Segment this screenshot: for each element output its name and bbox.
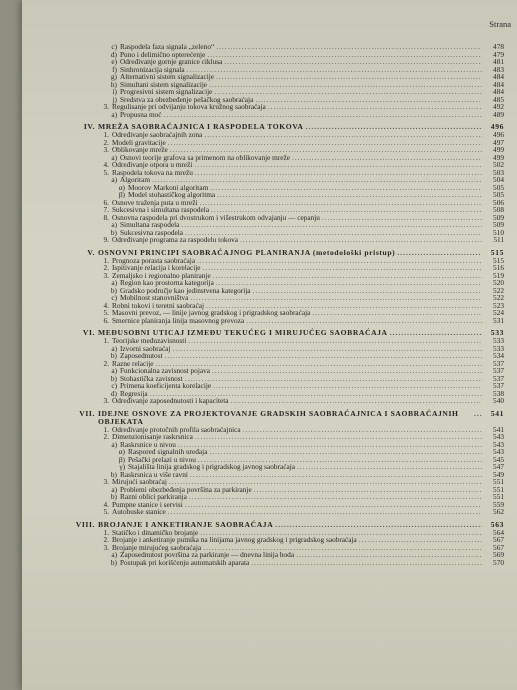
dot-leader [166,139,482,147]
toc-entry-title: BROJANJE I ANKETIRANJE SAOBRAĆAJA [98,519,274,529]
toc-entry-page: 543 [493,439,504,449]
toc-entry-page: 562 [493,507,504,516]
toc-entry-number: 3. [103,102,109,111]
toc-entry-page: 531 [493,315,504,325]
toc-entry-page: 499 [493,145,504,154]
toc-entry-title: Problemi obezbeđenja površina za parkiranje [120,484,252,494]
dot-leader [162,111,482,119]
toc-entry-title: Pešački prelazi u nivou [128,454,196,464]
toc-entry-number: i) [112,87,117,96]
page-column-heading: Strana [489,19,511,29]
dot-leader [186,337,482,345]
toc-entry-page: 492 [493,102,504,111]
toc-entry-title: Autobuske stanice [112,507,166,516]
toc-entry-number: 2. [103,535,109,544]
toc-entry-title: Simultana raspodela [120,220,180,229]
toc-entry-page: 564 [493,527,504,537]
toc-entry-page: 496 [493,130,504,139]
toc-entry-title: Sredstva za obezbeđenje pešačkog saobraćaja [120,94,254,104]
toc-entry-page: 537 [493,381,504,390]
toc-entry-number: 4. [103,300,109,310]
toc-entry-number: 2. [103,432,109,441]
toc-entry-number: 1. [103,130,109,139]
toc-entry-number: f) [112,64,117,74]
toc-entry-title: Mobilnost stanovništva [120,293,189,302]
dot-leader [241,426,482,434]
dot-leader [210,367,482,375]
dot-leader [244,317,482,325]
toc-entry [74,317,504,325]
toc-entry-number: 5. [103,167,109,177]
toc-entry-title: Masovni prevoz, — linije javnog gradskog i prigradskog saobraćaja [112,308,311,317]
toc-entry-page: 538 [493,388,504,398]
toc-entry-page: 516 [493,263,504,272]
dot-leader [215,191,482,199]
toc-entry-number: a) [111,109,117,119]
toc-entry-title: Raspodela tokova na mrežu [112,167,193,177]
book-page [22,0,517,690]
toc-entry-number: VI. [82,328,95,337]
dot-leader [187,493,482,501]
toc-entry-number: V. [87,247,95,257]
toc-entry-number: c) [111,42,117,51]
toc-entry-number: 6. [103,315,109,325]
toc-entry-page: 509 [493,220,504,229]
toc-entry-title: Određivanje gornje granice ciklusa [120,57,223,66]
toc-entry-title: Stohastička zavisnost [120,373,183,383]
toc-entry-number: d) [110,49,117,59]
toc-entry-title: Gradsko područje kao jedinstvena kategorija [120,285,251,295]
toc-entry [74,559,504,567]
dot-leader [294,551,482,559]
toc-entry-page: 510 [493,227,504,237]
toc-entry-number: g) [110,72,117,81]
toc-entry-number: e) [111,57,117,66]
toc-entry-page: 523 [493,300,504,310]
dot-leader [249,559,482,567]
dot-leader [198,199,483,207]
dot-leader [472,410,482,418]
toc-entry-page: 569 [493,550,504,559]
toc-entry-title: Simultani sistem signalizacije [120,79,208,89]
toc-entry-title: Raspodela faza signala „zeleno“ [120,42,215,51]
toc-entry-number: a) [111,484,117,494]
toc-chapter-heading [74,410,504,426]
toc-entry-title: Brojanje i anketiranje putnika na linijama javnog gradskog i prigradskog saobraćaja [112,535,357,544]
toc-entry-number: b) [110,351,117,360]
dot-leader [229,397,482,405]
toc-entry-page: 551 [493,484,504,494]
toc-entry-title: Osnove traženja puta u mreži [112,197,198,207]
dot-leader [188,471,482,479]
toc-entry-page: 481 [493,57,504,66]
toc-entry-page: 509 [493,212,504,222]
dot-leader [290,154,482,162]
toc-entry-title: Mirujući saobraćaj [112,477,167,486]
toc-entry-page: 479 [493,49,504,59]
toc-entry-title: Puno i delimično opterećenje [120,49,206,59]
toc-entry-page: 534 [493,351,504,360]
toc-entry-title: Regresija [120,388,148,398]
toc-entry-title: Određivanje protočnih profila saobraćajnica [112,424,241,434]
toc-entry-page: 505 [493,182,504,192]
toc-entry-number: a) [111,343,117,353]
toc-entry-title: Pumpne stanice i servisi [112,499,183,509]
dot-leader [357,536,482,544]
dot-leader [202,131,482,139]
dot-leader [273,521,482,529]
dot-leader [252,486,482,494]
toc-entry-title: Sukcesivna raspodela [120,227,184,237]
toc-entry-page: 499 [493,152,504,162]
toc-entry-page: 503 [493,167,504,177]
toc-entry-page: 533 [493,336,504,345]
dot-leader [188,294,482,302]
toc-entry [74,111,504,119]
toc-entry-title: Osnovi teorije grafova sa primenom na oblikovanje mreže [120,152,291,162]
toc-entry-page: 485 [493,94,504,104]
toc-entry-number: 4. [103,160,109,169]
toc-entry-title: Regulisanje pri odvijanju tokova kružnog saobraćaja [112,102,266,111]
toc-entry-page: 522 [493,285,504,295]
toc-entry-title: Modeli gravitacije [112,137,166,147]
toc-entry-number: 3. [103,396,109,405]
toc-entry-number: 1. [103,255,109,265]
toc-entry-page: 524 [493,308,504,317]
toc-entry-number: α) [118,447,125,456]
toc-entry-page: 540 [493,396,504,405]
toc-entry-title: Smernice planiranja linija masovnog prevoza [112,315,245,325]
toc-entry-page: 489 [493,109,504,119]
toc-entry-title: Oblikovanje mreže [112,145,168,154]
toc-entry-title: Određivanje programa za raspodelu tokova [112,235,239,244]
dot-leader [163,352,482,360]
toc-entry-page: 506 [493,197,504,207]
dot-leader [192,161,482,169]
toc-entry-number: γ) [119,462,125,471]
toc-entry-title: Sinhronizacija signala [120,64,185,74]
toc-entry-page: 515 [493,255,504,265]
toc-entry-title: Zaposednutost površina za parkiranje — dnevna linija hoda [120,550,295,559]
toc-entry-page: 543 [493,432,504,441]
toc-entry-title: Dimenzionisanje raskrsnica [112,432,193,441]
toc-entry-number: h) [110,79,117,89]
toc-entry-number: IV. [83,122,95,131]
toc-entry-title: Ispitivanje relacija i korelacije [112,263,201,272]
toc-entry-title: Stajališta linija gradskog i prigradskog javnog saobraćaja [128,462,295,471]
toc-entry-number: 2. [103,358,109,368]
table-of-contents [74,43,504,566]
toc-entry-title: Propusna moć [120,109,162,119]
toc-entry-page: 533 [490,328,504,337]
toc-entry-page: 497 [493,137,504,147]
dot-leader [214,73,482,81]
toc-entry-page: 547 [493,462,504,471]
toc-entry-number: β) [118,190,125,199]
dot-leader [238,236,482,244]
dot-leader [295,463,482,471]
toc-entry-title: Progresivni sistem signalizacije [120,87,213,96]
toc-entry-title: Robni tokovi i teretni saobraćaj [112,300,204,310]
toc-entry-page: 484 [493,87,504,96]
toc-entry-page: 541 [493,424,504,434]
toc-entry-page: 551 [493,477,504,486]
toc-entry-title: Prognoza porasta saobraćaja [112,255,196,265]
dot-leader [266,103,482,111]
dot-leader [208,184,482,192]
toc-entry-number: a) [111,152,117,162]
toc-entry-number: d) [110,388,117,398]
toc-entry-page: 541 [490,408,504,418]
toc-entry-title: Model stohastičkog algoritma [128,190,216,199]
toc-entry [74,397,504,405]
toc-entry-title: Algoritam [120,175,150,184]
toc-entry-number: 1. [103,336,109,345]
toc-entry-page: 543 [493,447,504,456]
toc-entry-number: c) [111,381,117,390]
dot-leader [183,375,482,383]
toc-entry [74,236,504,244]
toc-entry-number: b) [110,492,117,501]
toc-entry-page: 549 [493,469,504,479]
toc-entry-number: VII. [79,408,95,418]
toc-entry-number: a) [111,175,117,184]
toc-entry-page: 567 [493,542,504,552]
toc-entry-page: 502 [493,160,504,169]
toc-entry-number: 1. [103,424,109,434]
dot-leader [214,279,482,287]
toc-entry-title: Raskrsnica u više ravni [120,469,188,479]
dot-leader [251,287,483,295]
toc-entry-page: 515 [490,247,504,257]
toc-entry-page: 545 [493,454,504,464]
toc-entry-title: Statičko i dinamičko brojanje [112,527,199,537]
toc-entry-title: Određivanje saobraćajnih zona [112,130,203,139]
toc-entry-page: 520 [493,278,504,287]
toc-entry-number: a) [111,550,117,559]
toc-entry-page: 504 [493,175,504,184]
toc-entry-number: 3. [103,270,109,280]
dot-leader [320,214,482,222]
toc-entry-page: 559 [493,499,504,509]
toc-entry-page: 570 [493,557,504,567]
toc-entry-page: 551 [493,492,504,501]
toc-entry-title: MREŽA SAOBRAĆAJNICA I RASPODELA TOKOVA [98,122,304,131]
dot-leader [183,501,482,509]
toc-entry-title: Zemaljsko i regionalno planiranje [112,270,211,280]
toc-entry-number: a) [111,278,117,287]
toc-entry-number: a) [111,220,117,229]
toc-entry-title: Postupak pri korišćenju automatskih aparata [120,557,250,567]
dot-leader [395,249,482,257]
toc-entry-number: a) [111,366,117,375]
toc-entry-title: Raspored signalnih uređaja [128,447,208,456]
dot-leader [211,272,482,280]
toc-entry-title: Određivanje otpora u mreži [112,160,193,169]
dot-leader [179,221,482,229]
dot-leader [207,448,482,456]
toc-entry-number: a) [111,439,117,449]
toc-entry-number: b) [110,557,117,567]
dot-leader [176,441,482,449]
toc-entry-page: 484 [493,72,504,81]
toc-entry-number: α) [118,182,125,192]
toc-entry-number: 8. [103,212,109,222]
toc-entry-number: b) [110,285,117,295]
toc-entry-page: 567 [493,535,504,544]
dot-leader [195,257,482,265]
toc-entry-number: 3. [103,145,109,154]
toc-entry-number: 2. [103,137,109,147]
toc-entry-title: Moorov Markoni algoritam [128,182,209,192]
toc-entry-title: OSNOVNI PRINCIPI SAOBRAĆAJNOG PLANIRANJA (metodološki pristup) [98,247,396,257]
toc-entry-page: 533 [493,343,504,353]
dot-leader [193,169,482,177]
toc-entry-number: c) [111,293,117,302]
toc-entry-number: 1. [103,527,109,537]
toc-entry-page: 484 [493,79,504,89]
toc-entry-title: MEĐUSOBNI UTICAJ IZMEĐU TEKUĆEG I MIRUJUĆEG SAOBRAĆAJA [98,328,388,337]
toc-entry-number: 3. [103,542,109,552]
toc-entry-number: VIII. [75,519,95,529]
toc-entry-title: Alternativni sistem signalizacije [120,72,215,81]
toc-entry-title: Razne relacije [112,358,154,368]
toc-entry-title: Sukcesivna i simultana raspodela [112,205,210,214]
dot-leader [222,58,482,66]
toc-entry-number: 7. [103,205,109,214]
dot-leader [193,433,482,441]
toc-entry-title: Izvorni saobraćaj [120,343,171,353]
toc-entry-page: 537 [493,366,504,375]
dot-leader [201,264,482,272]
toc-entry-page: 483 [493,64,504,74]
dot-leader [207,81,482,89]
dot-leader [211,382,482,390]
toc-entry-page: 508 [493,205,504,214]
toc-entry-page: 496 [490,122,504,131]
toc-entry-page: 511 [493,235,504,244]
toc-entry-number: 2. [103,263,109,272]
toc-entry-page: 537 [493,358,504,368]
toc-entry-title: Zaposednutost [120,351,163,360]
dot-leader [310,309,482,317]
toc-entry [74,508,504,516]
toc-entry-number: b) [110,227,117,237]
toc-entry-title: IDEJNE OSNOVE ZA PROJEKTOVANJE GRADSKIH SAOBRAĆAJNICA I SAOBRAĆAJNIH OBJEKATA [98,408,459,426]
toc-entry-title: Osnovna raspodela pri dvostrukom i višestrukom odvajanju — cepanju [112,212,320,222]
toc-entry-number: β) [118,454,125,464]
toc-entry-page: 537 [493,373,504,383]
toc-entry-page: 478 [493,42,504,51]
toc-entry-page: 505 [493,190,504,199]
dot-leader [388,329,482,337]
dot-leader [214,43,482,51]
dot-leader [304,123,482,131]
toc-entry-number: j) [112,94,117,104]
dot-leader [253,96,482,104]
toc-entry-number: 5. [103,507,109,516]
toc-entry-number: b) [110,469,117,479]
toc-entry-page: 519 [493,270,504,280]
toc-entry-title: Brojanje mirujućeg saobraćaja [112,542,202,552]
dot-leader [205,51,482,59]
toc-entry-title: Funkcionalna zavisnost pojava [120,366,210,375]
toc-entry-number: 5. [103,308,109,317]
toc-entry-page: 563 [490,519,504,529]
dot-leader [185,66,482,74]
toc-entry-number: 9. [103,235,109,244]
toc-entry-title: Teorijske međuzavisnosti [112,336,187,345]
dot-leader [170,345,482,353]
toc-entry-number: b) [110,373,117,383]
toc-entry-title: Region kao prostorna kategorija [120,278,214,287]
toc-entry-number: 6. [103,197,109,207]
dot-leader [166,508,482,516]
toc-entry-title: Razni oblici parkiranja [120,492,187,501]
toc-entry-title: Primena koeficijenta korelacije [120,381,212,390]
toc-entry-number: 3. [103,477,109,486]
toc-entry-page: 522 [493,293,504,302]
toc-entry-title: Određivanje zaposednutosti i kapaciteta [112,396,229,405]
toc-entry-title: Raskrsnice u nivou [120,439,176,449]
toc-entry-number: 4. [103,499,109,509]
